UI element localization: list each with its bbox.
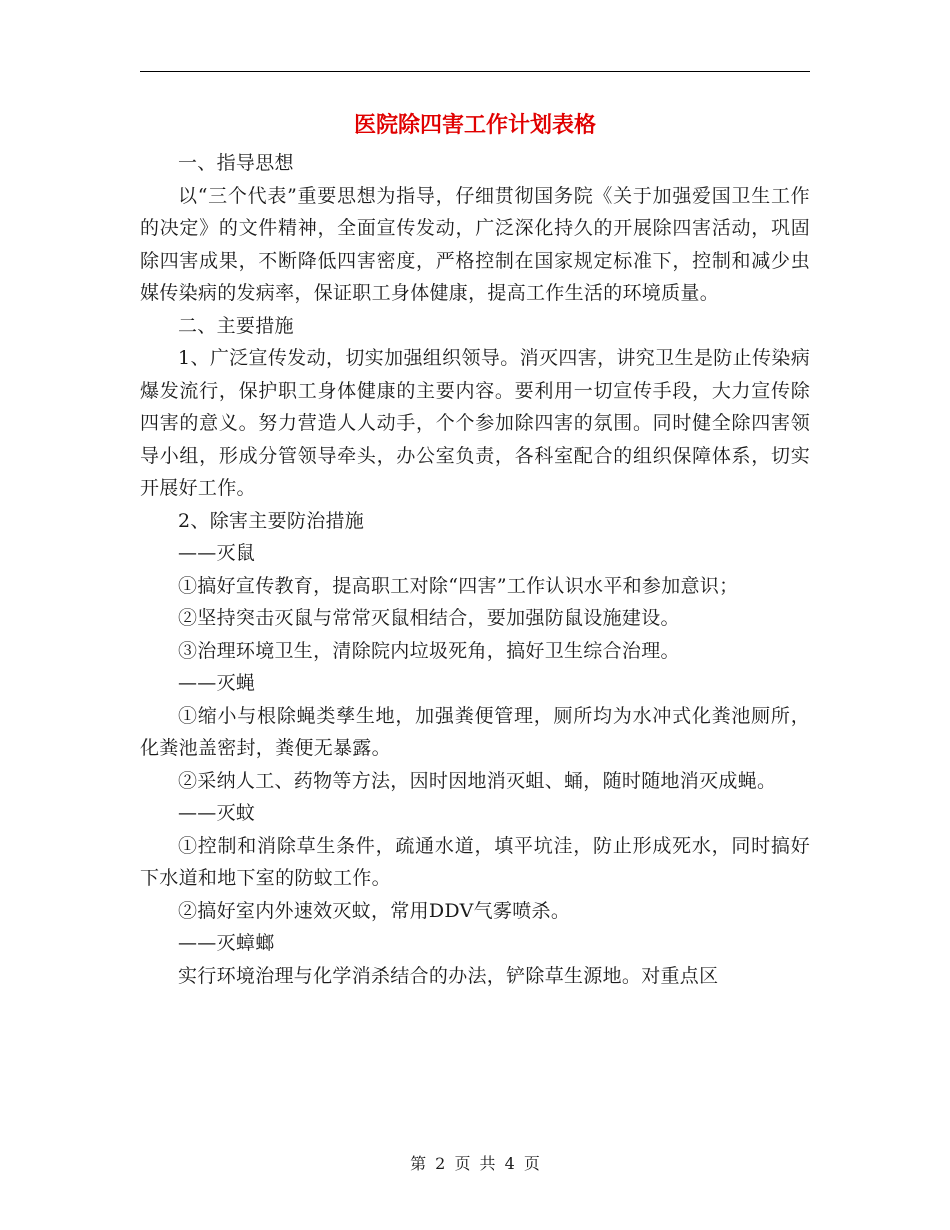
paragraph-guiding-ideology: 以“三个代表”重要思想为指导，仔细贯彻国务院《关于加强爱国卫生工作的决定》的文件精神，全面宣传发动，广泛深化持久的开展除四害活动，巩固除四害成果，不断降低四害密度，严格控制在国家规定标准下，控制和减少虫媒传染病的发病率，保证职工身体健康，提高工作生活的环境质量。 <box>140 184 810 304</box>
page-number: 第 2 页 共 4 页 <box>410 1154 540 1173</box>
heading-main-measures: 二、主要措施 <box>178 314 294 337</box>
document-title: 医院除四害工作计划表格 <box>353 112 596 138</box>
list-item-mosquitoes-2: ②搞好室内外速效灭蚊，常用DDV气雾喷杀。 <box>178 899 571 922</box>
paragraph-cockroaches: 实行环境治理与化学消杀结合的办法，铲除草生源地。对重点区 <box>178 964 719 987</box>
list-item-flies-2: ②采纳人工、药物等方法，因时因地消灭蛆、蛹，随时随地消灭成蝇。 <box>178 769 777 792</box>
subheading-flies: ——灭蝇 <box>178 672 256 694</box>
list-item-mosquitoes-1: ①控制和消除草生条件，疏通水道，填平坑洼，防止形成死水，同时搞好下水道和地下室的防蚊工作。 <box>140 834 810 889</box>
subheading-mosquitoes: ——灭蚊 <box>178 802 256 824</box>
paragraph-measure-2-heading: 2、除害主要防治措施 <box>178 509 365 532</box>
list-item-rats-3: ③治理环境卫生，清除院内垃圾死角，搞好卫生综合治理。 <box>178 639 680 662</box>
list-item-rats-1: ①搞好宣传教育，提高职工对除“四害”工作认识水平和参加意识； <box>178 574 739 597</box>
header-rule <box>140 71 810 72</box>
heading-guiding-ideology: 一、指导思想 <box>178 152 294 174</box>
list-item-flies-1: ①缩小与根除蝇类孳生地，加强粪便管理，厕所均为水冲式化粪池厕所，化粪池盖密封，粪便无暴露。 <box>140 704 810 759</box>
list-item-rats-2: ②坚持突击灭鼠与常常灭鼠相结合，要加强防鼠设施建设。 <box>178 607 680 629</box>
paragraph-measure-1: 1、广泛宣传发动，切实加强组织领导。消灭四害，讲究卫生是防止传染病爆发流行，保护职工身体健康的主要内容。要利用一切宣传手段，大力宣传除四害的意义。努力营造人人动手，个个参加除四害的氛围。同时健全除四害领导小组，形成分管领导牵头，办公室负责，各科室配合的组织保障体系，切实开展好工作。 <box>140 347 810 499</box>
document-body <box>140 147 810 992</box>
subheading-rats: ——灭鼠 <box>178 542 256 564</box>
subheading-cockroaches: ——灭蟑螂 <box>178 932 275 954</box>
